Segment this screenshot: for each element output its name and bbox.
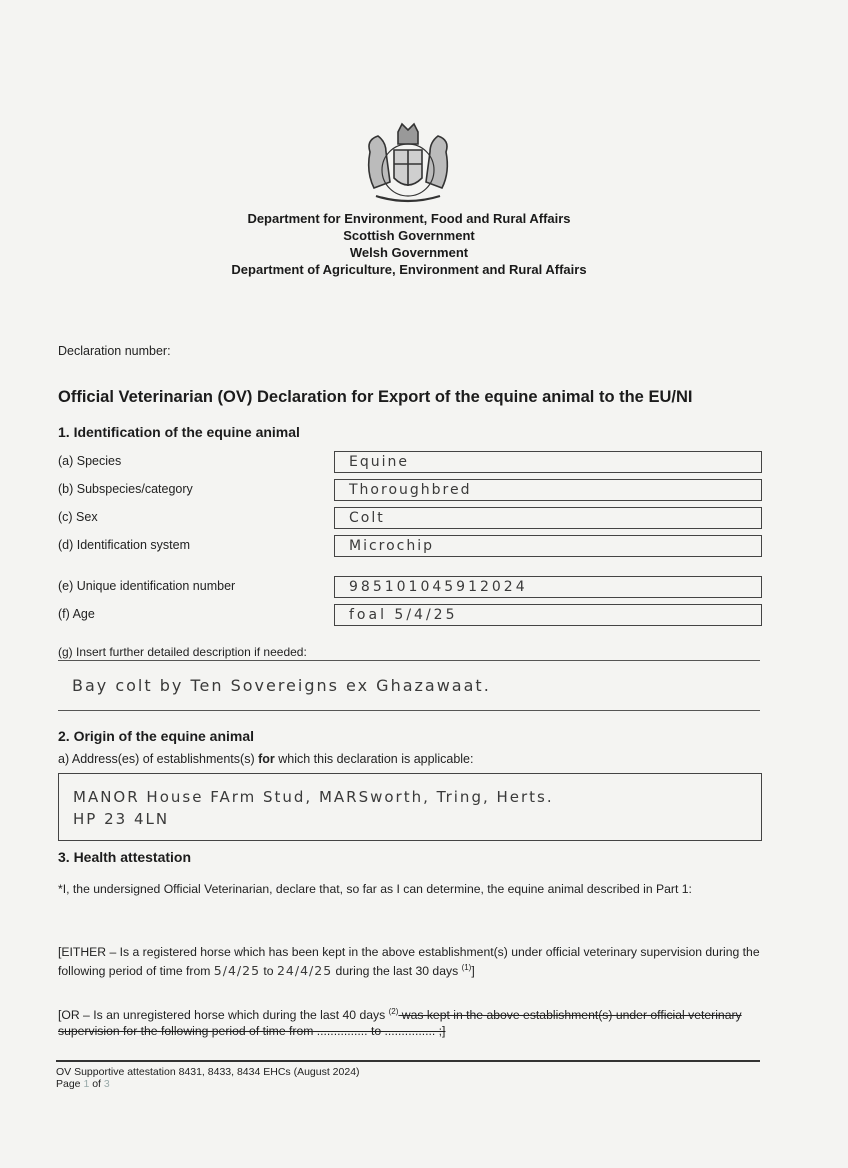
species-label: (a) Species <box>58 454 122 468</box>
page-title: Official Veterinarian (OV) Declaration for Export of the equine animal to the EU/NI <box>58 388 693 406</box>
section-2-heading: 2. Origin of the equine animal <box>58 728 255 744</box>
attestation-either: [EITHER – Is a registered horse which has been kept in the above establishment(s) under official veterinary supervision during the following period of time from 5/4/25 to 24/4/25 during the last 30 days $^{(1)}$] <box>58 945 760 979</box>
address-label: a) Address(es) of establishments(s) for which this declaration is applicable: <box>58 752 474 766</box>
address-line-2: HP 23 4LN <box>73 810 170 828</box>
species-field[interactable] <box>334 451 762 473</box>
further-description-label: (g) Insert further detailed description if needed: <box>58 645 307 659</box>
section-3-heading: 3. Health attestation <box>58 849 192 865</box>
age-value: foal 5/4/25 <box>349 607 458 623</box>
subspecies-field[interactable] <box>334 479 762 501</box>
sex-field[interactable] <box>334 507 762 529</box>
further-description-top-rule <box>58 660 760 661</box>
sex-value: Colt <box>349 510 385 526</box>
either-from-date[interactable]: 5/4/25 <box>213 963 261 979</box>
age-field[interactable] <box>334 604 762 626</box>
subspecies-label: (b) Subspecies/category <box>58 482 193 496</box>
dept-scottish-gov: Scottish Government <box>343 228 475 243</box>
dept-daera: Department of Agriculture, Environment and Rural Affairs <box>231 262 587 277</box>
footer-rule <box>56 1060 760 1062</box>
section-1-heading: 1. Identification of the equine animal <box>58 424 300 440</box>
address-field[interactable] <box>58 773 762 841</box>
address-line-1: MANOR House FArm Stud, MARSworth, Tring, Herts. <box>73 788 554 806</box>
id-system-label: (d) Identification system <box>58 538 190 552</box>
age-label: (f) Age <box>58 607 95 621</box>
department-headers <box>150 210 668 278</box>
dept-welsh-gov: Welsh Government <box>349 245 469 260</box>
sex-label: (c) Sex <box>58 510 98 524</box>
declaration-number-label: Declaration number: <box>58 344 171 358</box>
id-system-value: Microchip <box>349 538 435 554</box>
footer <box>56 1066 360 1090</box>
uid-label: (e) Unique identification number <box>58 579 236 593</box>
species-value: Equine <box>349 454 409 470</box>
footer-attestation-ref: OV Supportive attestation 8431, 8433, 8434 EHCs (August 2024) <box>56 1066 360 1078</box>
further-description-value[interactable]: Bay colt by Ten Sovereigns ex Ghazawaat. <box>72 676 491 695</box>
uid-value: 985101045912024 <box>349 579 528 595</box>
royal-coat-of-arms-icon <box>356 122 460 206</box>
footer-page-number: Page 1 of 3 <box>56 1078 110 1090</box>
further-description-bottom-rule <box>58 710 760 711</box>
subspecies-value: Thoroughbred <box>349 482 472 498</box>
uid-field[interactable] <box>334 576 762 598</box>
id-system-field[interactable] <box>334 535 762 557</box>
attestation-intro: *I, the undersigned Official Veterinarian, declare that, so far as I can determine, the equine animal described in Part 1: <box>58 882 692 896</box>
either-to-date[interactable]: 24/4/25 <box>276 963 333 979</box>
dept-defra: Department for Environment, Food and Rural Affairs <box>247 211 571 226</box>
attestation-or: [OR – Is an unregistered horse which during the last 40 days $^{(2)}$ was kept in the above establishment(s) under official veterinary supervision for the following period of time from ............... to ............... ;] <box>58 1007 742 1039</box>
